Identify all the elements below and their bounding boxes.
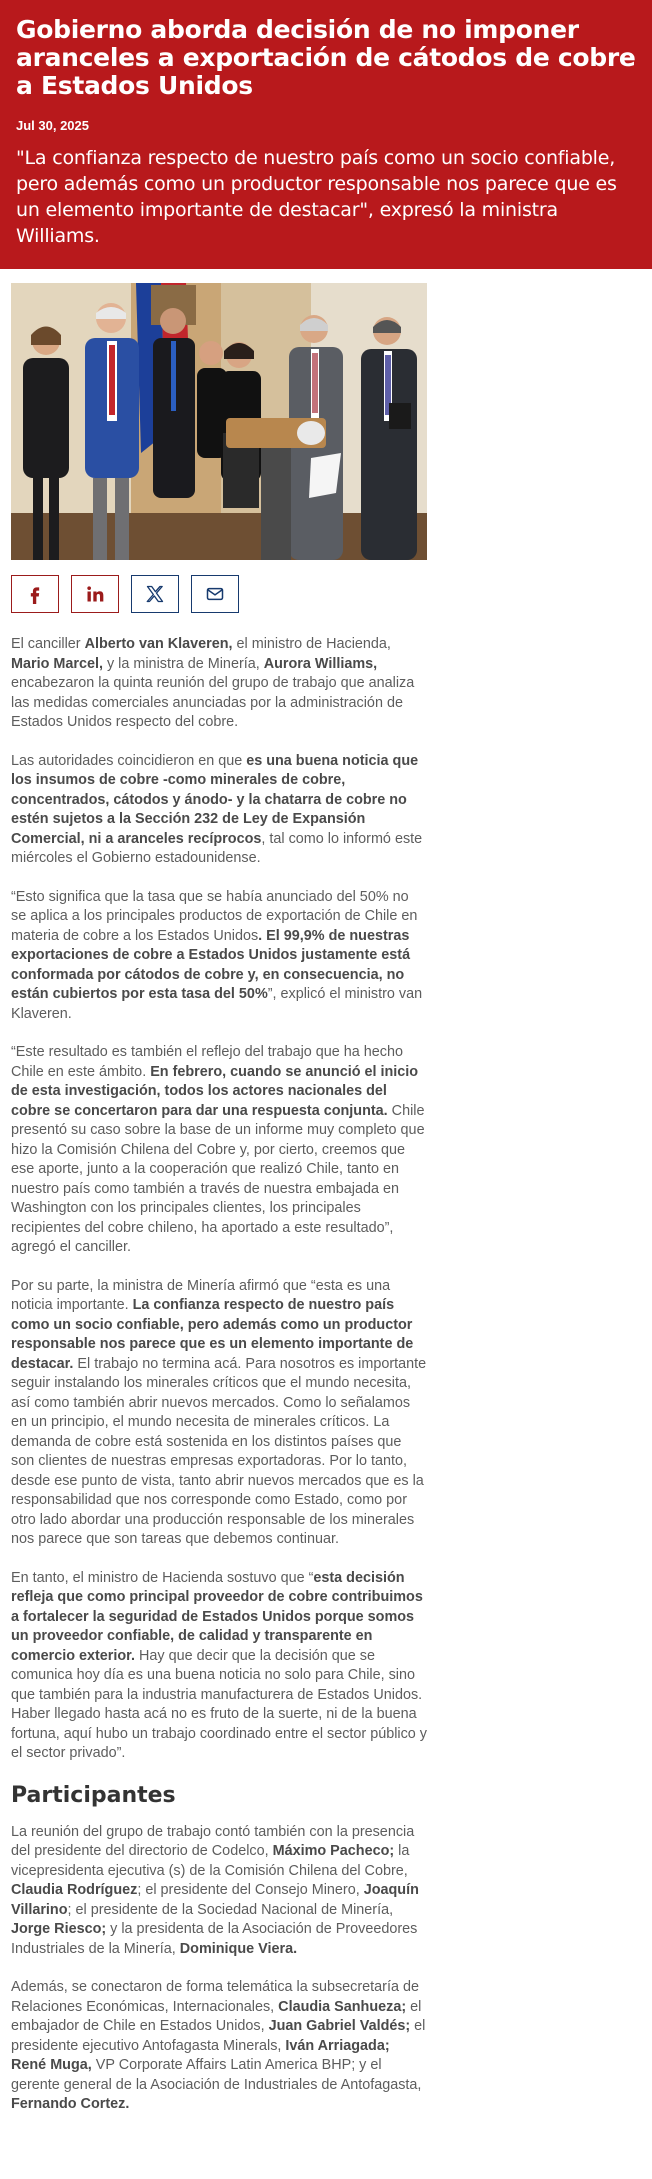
- text-run: “Esto significa que la tasa que se había anunciado del 50% no se aplica a los principales productos de exportación de Chile en materia de cobre a los Estados Unidos: [11, 888, 418, 944]
- mail-icon: [205, 584, 225, 604]
- bold-text: Juan Gabriel Valdés;: [268, 2018, 411, 2034]
- article-body: [11, 635, 427, 2115]
- share-email-button[interactable]: [191, 575, 239, 613]
- bold-text: Joaquín Villarino: [11, 1882, 419, 1918]
- article-content: [11, 269, 427, 2115]
- text-run: y la presidenta de la Asociación de Proveedores Industriales de la Minería,: [11, 1921, 418, 1957]
- paragraph-8: [11, 1978, 427, 2115]
- bold-text: Mario Marcel,: [11, 655, 103, 672]
- text-run: El canciller: [11, 636, 85, 652]
- text-run: ”, explicó el ministro van Klaveren.: [11, 986, 423, 1022]
- bold-text: Claudia Rodríguez: [11, 1882, 138, 1898]
- linkedin-icon: [85, 584, 105, 604]
- paragraph-4: [11, 1043, 427, 1258]
- article-title: Gobierno aborda decisión de no imponer aranceles a exportación de cátodos de cobre a Estados Unidos: [16, 15, 636, 100]
- text-run: Además, se conectaron de forma telemática la subsecretaría de Relaciones Económicas, Internacionales,: [11, 1979, 419, 2015]
- bold-text: Dominique Viera.: [179, 1940, 298, 1957]
- share-facebook-button[interactable]: [11, 575, 59, 613]
- bold-text: Alberto van Klaveren,: [84, 636, 233, 652]
- bold-text: Iván Arriagada; René Muga,: [11, 2037, 390, 2073]
- article-photo: [11, 283, 427, 560]
- share-linkedin-button[interactable]: [71, 575, 119, 613]
- text-run: ; el presidente del Consejo Minero,: [137, 1882, 364, 1898]
- text-run: Chile presentó su caso sobre la base de un informe muy completo que hizo la Comisión Chilena del Cobre y, por cierto, creemos que ese aporte, junto a la cooperación que realizó Chile, tanto en nuestro país como también a través de nuestra embajada en Washington con los principales clientes, los principales recipientes del cobre chileno, ha aportado a este resultado”, agregó el canciller.: [11, 1102, 425, 1255]
- photo-illustration: [11, 283, 427, 560]
- bold-text: La confianza respecto de nuestro país como un socio confiable, pero además como un productor responsable nos parece que es un elemento importante de destacar.: [11, 1297, 414, 1372]
- publish-date: Jul 30, 2025: [16, 118, 89, 133]
- share-x-button[interactable]: [131, 575, 179, 613]
- share-bar: [11, 575, 427, 613]
- text-run: “Este resultado es también el reflejo del trabajo que ha hecho Chile en este ámbito.: [11, 1044, 403, 1080]
- text-run: el embajador de Chile en Estados Unidos,: [11, 1998, 422, 2034]
- bold-text: Máximo Pacheco;: [272, 1843, 395, 1859]
- paragraph-5: [11, 1277, 427, 1550]
- lead-quote: "La confianza respecto de nuestro país como un socio confiable, pero además como un productor responsable nos parece que es un elemento importante de destacar", expresó la ministra Williams.: [16, 147, 617, 247]
- facebook-icon: [25, 584, 45, 604]
- paragraph-7: [11, 1823, 427, 1960]
- bold-text: esta decisión refleja que como principal proveedor de cobre contribuimos a fortalecer la seguridad de Estados Unidos porque somos un proveedor confiable, de calidad y transparente en comercio exterior.: [11, 1569, 423, 1664]
- text-run: encabezaron la quinta reunión del grupo de trabajo que analiza las medidas comerciales anunciadas por la administración de Estados Unidos respecto del cobre.: [11, 675, 415, 730]
- text-run: El trabajo no termina acá. Para nosotros es importante seguir instalando los minerales críticos que el mundo necesita, así como también abrir nuevos mercados. Como lo señalamos en un principio, el mundo necesita de minerales críticos. La demanda de cobre está sostenida en los distintos países que son clientes de nuestras empresas exportadoras. Por lo tanto, desde ese punto de vista, tanto abrir nuevos mercados que es la responsabilidad que nos corresponde como Estado, como por otro lado abordar una producción responsable de los minerales nos parece que son tareas que debemos continuar.: [11, 1355, 427, 1547]
- text-run: VP Corporate Affairs Latin America BHP; y el gerente general de la Asociación de Industriales de Antofagasta,: [11, 2057, 422, 2093]
- bold-text: En febrero, cuando se anunció el inicio de esta investigación, todos los actores nacionales del cobre se concertaron para dar una respuesta conjunta.: [11, 1063, 419, 1119]
- text-run: el presidente ejecutivo Antofagasta Minerals,: [11, 2018, 426, 2054]
- bold-text: Fernando Cortez.: [11, 2096, 130, 2112]
- text-run: La reunión del grupo de trabajo contó también con la presencia del presidente del directorio de Codelco,: [11, 1823, 415, 1859]
- paragraph-3: [11, 888, 427, 1025]
- section-title-participantes: Participantes: [11, 1782, 176, 1808]
- paragraph-1: [11, 635, 427, 733]
- text-run: y la ministra de Minería,: [102, 655, 264, 672]
- bold-text: Claudia Sanhueza;: [278, 1998, 407, 2015]
- text-run: En tanto, el ministro de Hacienda sostuvo que “: [11, 1569, 314, 1586]
- text-run: Hay que decir que la decisión que se comunica hoy día es una buena noticia no solo para Chile, sino que también para la industria manufacturera de Estados Unidos. Haber llegado hasta acá no es fruto de la suerte, ni de la buena fortuna, aquí hubo un trabajo coordinado entre el sector público y el sector privado”.: [11, 1647, 428, 1761]
- text-run: la vicepresidenta ejecutiva (s) de la Comisión Chilena del Cobre,: [11, 1843, 410, 1879]
- article-header: [0, 0, 652, 269]
- text-run: ; el presidente de la Sociedad Nacional de Minería,: [67, 1901, 394, 1918]
- text-run: el ministro de Hacienda,: [232, 636, 391, 652]
- bold-text: Jorge Riesco;: [11, 1921, 107, 1937]
- x-icon: [145, 584, 165, 604]
- paragraph-2: [11, 752, 427, 869]
- text-run: Las autoridades coincidieron en que: [11, 752, 247, 769]
- bold-text: . El 99,9% de nuestras exportaciones de cobre a Estados Unidos justamente está conformada por cátodos de cobre y, en consecuencia, no están cubiertos por esta tasa del 50%: [11, 927, 411, 1002]
- text-run: , tal como lo informó este miércoles el Gobierno estadounidense.: [11, 830, 423, 866]
- bold-text: es una buena noticia que los insumos de cobre -como minerales de cobre, concentrados, cátodos y ánodo- y la chatarra de cobre no estén sujetos a la Sección 232 de Ley de Expansión Comercial, ni a aranceles recíprocos: [11, 752, 419, 847]
- paragraph-6: [11, 1569, 427, 1764]
- bold-text: Aurora Williams,: [263, 655, 378, 672]
- text-run: Por su parte, la ministra de Minería afirmó que “esta es una noticia importante.: [11, 1277, 391, 1313]
